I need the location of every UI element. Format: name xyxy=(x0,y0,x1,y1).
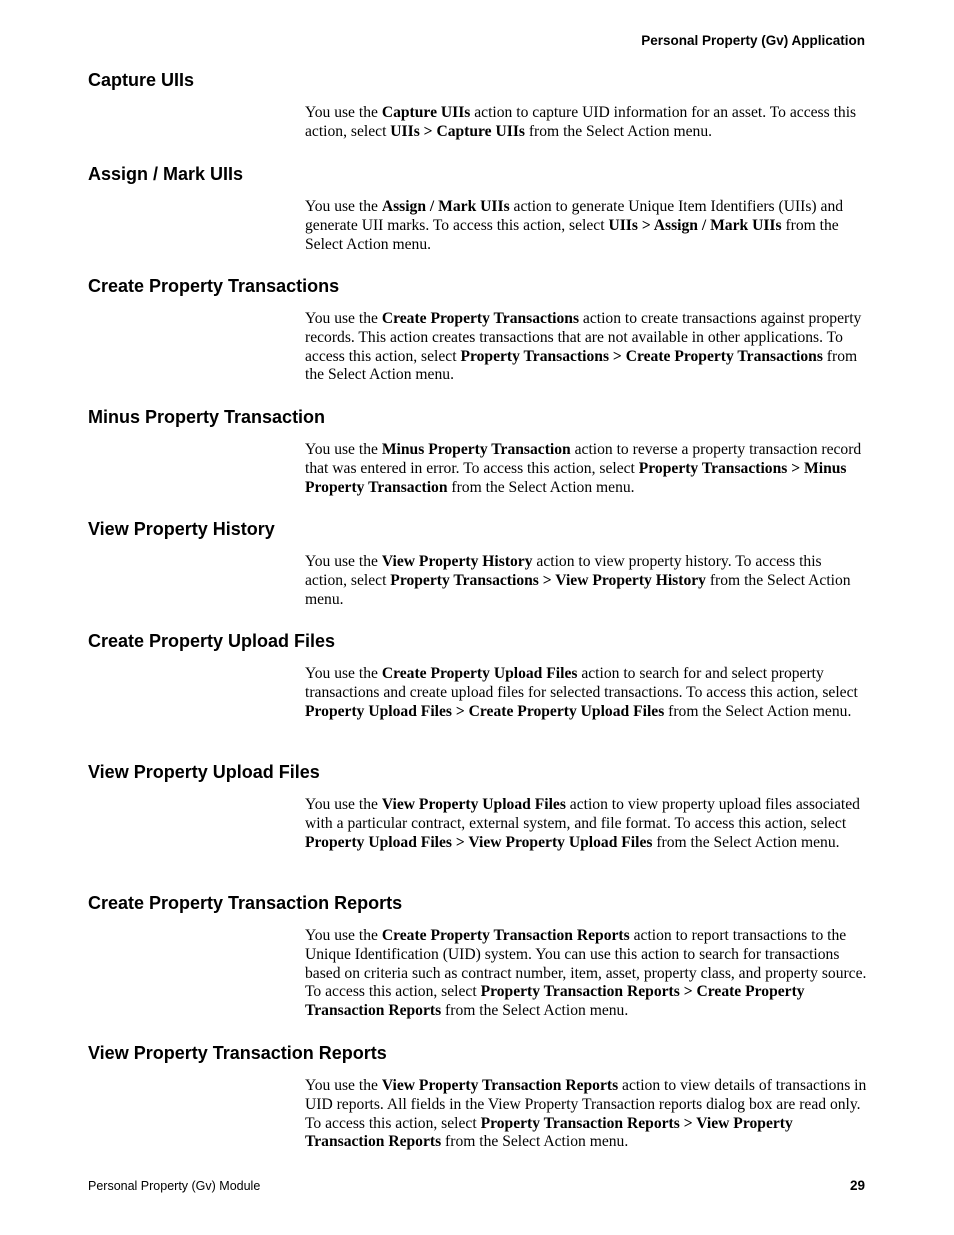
bold-term: View Property History xyxy=(381,553,533,570)
text-run: from the Select Action menu. xyxy=(652,833,840,851)
bold-term: Property Transaction Reports > View Property Transaction Reports xyxy=(305,1114,793,1151)
running-header: Personal Property (Gv) Application xyxy=(641,33,865,48)
text-run: You use the xyxy=(305,553,382,570)
section-heading: Capture UIIs xyxy=(88,70,195,90)
bold-term: Property Transactions > View Property History xyxy=(390,571,706,589)
bold-term: UIIs > Capture UIIs xyxy=(390,122,525,140)
text-run: action to view details of transactions in UID reports. All fields in the View Property Transaction reports dialog box are read only. To access this action, select xyxy=(305,1077,867,1132)
text-run: You use the xyxy=(305,796,382,813)
section-paragraph xyxy=(305,441,867,497)
section-heading: Create Property Transactions xyxy=(88,276,340,296)
section-heading: Minus Property Transaction xyxy=(88,407,326,427)
bold-term: Create Property Transactions xyxy=(381,310,580,327)
section-heading: View Property Upload Files xyxy=(88,762,320,782)
bold-term: Property Upload Files > Create Property Upload Files xyxy=(305,702,665,720)
bold-term: Property Transactions > Minus Property Transaction xyxy=(305,459,847,496)
text-run: action to report transactions to the Unique Identification (UID) system. You can use this action to search for transactions based on criteria such as contract number, item, asset, property class, and property source. To access this action, select xyxy=(305,927,867,1001)
bold-term: Create Property Upload Files xyxy=(381,665,578,682)
text-run: You use the xyxy=(305,104,382,121)
text-run: You use the xyxy=(305,665,382,682)
text-run: action to view property upload files associated with a particular contract, external system, and file format. To access this action, select xyxy=(305,796,860,832)
section-paragraph xyxy=(305,198,867,254)
section-heading: Assign / Mark UIIs xyxy=(88,164,244,184)
bold-term: View Property Upload Files xyxy=(381,796,566,813)
text-run: You use the xyxy=(305,310,382,327)
text-run: from the Select Action menu. xyxy=(664,702,852,720)
bold-term: UIIs > Assign / Mark UIIs xyxy=(608,216,782,234)
text-run: from the Select Action menu. xyxy=(441,1002,629,1020)
text-run: action to capture UID information for an asset. To access this action, select xyxy=(305,104,857,140)
text-run: action to view property history. To access this action, select xyxy=(305,553,822,589)
bold-term: Capture UIIs xyxy=(381,104,471,121)
text-run: from the Select Action menu. xyxy=(305,216,839,253)
section-paragraph xyxy=(305,1077,867,1152)
bold-term: Property Transaction Reports > Create Property Transaction Reports xyxy=(305,983,805,1020)
text-run: from the Select Action menu. xyxy=(441,1133,629,1151)
section-paragraph xyxy=(305,310,867,385)
section-heading: View Property Transaction Reports xyxy=(88,1043,387,1063)
text-run: action to generate Unique Item Identifiers (UIIs) and generate UII marks. To access this action, select xyxy=(305,198,844,234)
section-paragraph xyxy=(305,553,867,609)
page-number: 29 xyxy=(849,1178,865,1193)
section-paragraph xyxy=(305,796,867,852)
text-run: from the Select Action menu. xyxy=(524,122,713,140)
section-heading: Create Property Transaction Reports xyxy=(88,893,403,913)
text-run: You use the xyxy=(305,927,382,944)
bold-term: Minus Property Transaction xyxy=(381,441,571,458)
text-run: from the Select Action menu. xyxy=(305,571,851,608)
text-run: action to create transactions against property records. This action creates transactions that are not available in other applications. To access this action, select xyxy=(305,310,862,365)
section-paragraph xyxy=(305,104,867,142)
footer-module-name: Personal Property (Gv) Module xyxy=(88,1179,261,1193)
bold-term: Property Transactions > Create Property Transactions xyxy=(460,347,823,365)
text-run: You use the xyxy=(305,198,382,215)
bold-term: Create Property Transaction Reports xyxy=(381,927,630,944)
text-run: from the Select Action menu. xyxy=(305,347,858,384)
section-heading: Create Property Upload Files xyxy=(88,631,336,651)
bold-term: Assign / Mark UIIs xyxy=(381,198,510,215)
bold-term: View Property Transaction Reports xyxy=(381,1077,619,1094)
bold-term: Property Upload Files > View Property Upload Files xyxy=(305,833,653,851)
text-run: from the Select Action menu. xyxy=(447,478,635,496)
text-run: action to search for and select property transactions and create upload files for selected transactions. To access this action, select xyxy=(305,665,858,701)
section-paragraph xyxy=(305,665,867,721)
section-paragraph xyxy=(305,927,867,1021)
section-heading: View Property History xyxy=(88,519,275,539)
text-run: You use the xyxy=(305,1077,382,1094)
text-run: You use the xyxy=(305,441,382,458)
text-run: action to reverse a property transaction record that was entered in error. To access this action, select xyxy=(305,441,862,477)
